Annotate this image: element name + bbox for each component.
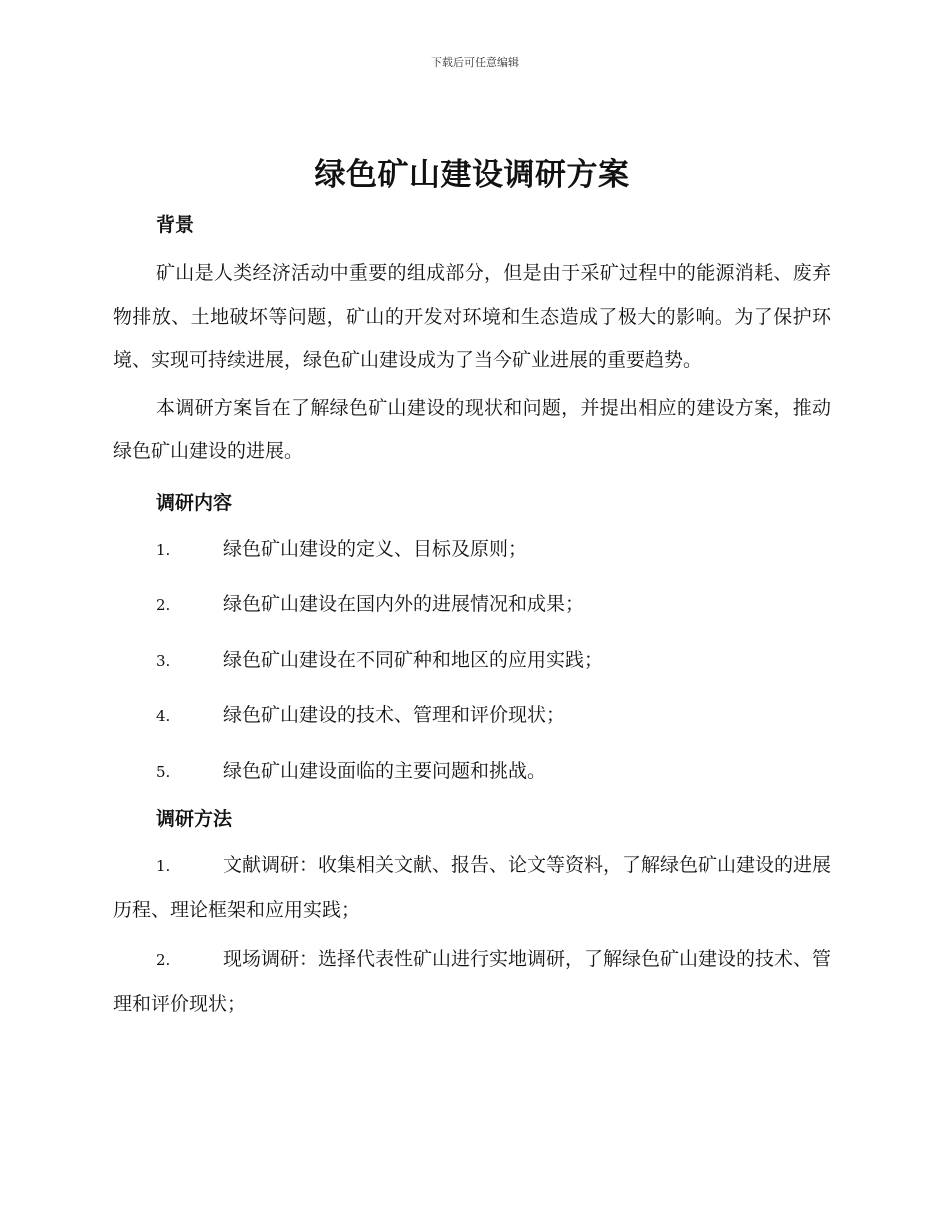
list-item — [113, 750, 831, 795]
section-heading-background: 背景 — [156, 214, 195, 236]
list-item — [113, 639, 831, 684]
list-item — [113, 528, 831, 573]
list-text: 绿色矿山建设在国内外的进展情况和成果； — [223, 593, 585, 615]
list-number: 3. — [156, 651, 171, 670]
section-heading-content: 调研内容 — [156, 491, 233, 514]
list-item — [113, 694, 831, 739]
list-number: 5. — [156, 762, 171, 781]
list-text: 现场调研：选择代表性矿山进行实地调研，了解绿色矿山建设的技术、管理和评价现状； — [113, 948, 832, 1015]
document-body — [113, 150, 831, 1026]
list-number: 2. — [156, 596, 171, 614]
header-note: 下载后可任意编辑 — [431, 56, 519, 69]
list-number: 1. — [156, 540, 171, 559]
background-paragraph-1: 矿山是人类经济活动中重要的组成部分，但是由于采矿过程中的能源消耗、废弃物排放、土地破坏等问题，矿山的开发对环境和生态造成了极大的影响。为了保护环境、实现可持续进展，绿色矿山建设成为了当今矿业进展的重要趋势。 — [113, 262, 831, 371]
list-number: 1. — [156, 857, 171, 875]
list-text: 绿色矿山建设面临的主要问题和挑战。 — [223, 759, 547, 782]
content-list — [113, 528, 831, 795]
list-text: 绿色矿山建设的技术、管理和评价现状； — [223, 704, 566, 726]
method-list — [113, 844, 831, 1026]
section-heading-method: 调研方法 — [156, 808, 233, 830]
list-number: 4. — [156, 707, 171, 725]
list-text: 文献调研：收集相关文献、报告、论文等资料，了解绿色矿山建设的进展历程、理论框架和应用实践； — [113, 854, 832, 921]
list-number: 2. — [156, 951, 171, 969]
list-item — [113, 938, 831, 1026]
list-item — [113, 583, 831, 628]
document-title: 绿色矿山建设调研方案 — [314, 157, 630, 193]
list-text: 绿色矿山建设在不同矿种和地区的应用实践； — [223, 648, 604, 671]
list-text: 绿色矿山建设的定义、目标及原则； — [223, 537, 528, 560]
background-paragraph-2: 本调研方案旨在了解绿色矿山建设的现状和问题，并提出相应的建设方案，推动绿色矿山建设的进展。 — [113, 396, 831, 462]
list-item — [113, 844, 831, 932]
